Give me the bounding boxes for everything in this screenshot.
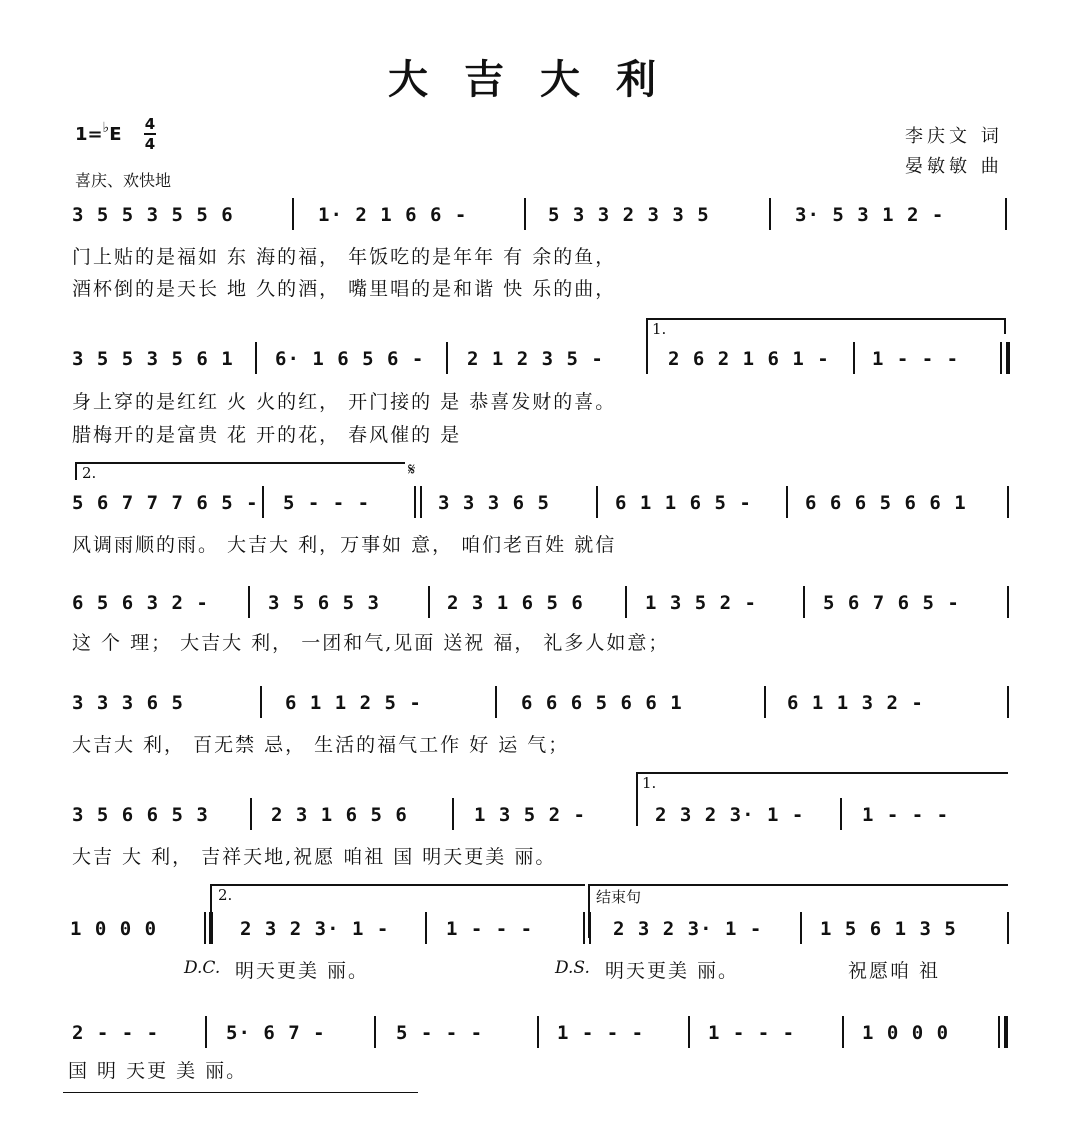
row2-measure2: 6· 1 6 5 6 -: [275, 348, 425, 370]
tempo-marking: 喜庆、欢快地: [75, 171, 172, 190]
row8-measure3: 5 - - -: [396, 1022, 484, 1044]
row2-measure4: 2 6 2 1 6 1 -: [668, 348, 830, 370]
row3-measure2: 5 - - -: [283, 492, 371, 514]
time-top: 4: [144, 115, 156, 133]
row3-volta: 2.: [82, 464, 97, 482]
row2-lyric-verse2: 腊梅开的是富贵 花 开的花， 春风催的 是: [72, 424, 462, 446]
row3-lyric: 风调雨顺的雨。 大吉大 利，万事如 意， 咱们老百姓 就信: [72, 534, 617, 556]
row4-measure5: 5 6 7 6 5 -: [823, 592, 960, 614]
row3-measure5: 6 6 6 5 6 6 1: [805, 492, 967, 514]
row4-measure3: 2 3 1 6 5 6: [447, 592, 584, 614]
segno-icon: 𝄋: [408, 460, 416, 480]
key-label: 1=: [75, 124, 103, 145]
row7-lyric-c: 祝愿咱 祖: [848, 960, 941, 982]
row7-measure1: 1 0 0 0: [70, 918, 158, 940]
ds-marking: D.S.: [555, 958, 590, 978]
row1-measure2: 1· 2 1 6 6 -: [318, 204, 468, 226]
time-signature: [144, 116, 156, 152]
row7-measure4: 2 3 2 3· 1 -: [613, 918, 763, 940]
row6-lyric: 大吉 大 利， 吉祥天地,祝愿 咱祖 国 明天更美 丽。: [72, 846, 557, 868]
row1-lyric-verse2: 酒杯倒的是天长 地 久的酒， 嘴里唱的是和谐 快 乐的曲，: [72, 278, 617, 300]
row5-measure1: 3 3 3 6 5: [72, 692, 184, 714]
row6-volta: 1.: [642, 774, 657, 792]
dc-marking: D.C.: [184, 958, 221, 978]
row2-volta: 1.: [652, 320, 667, 338]
row5-measure3: 6 6 6 5 6 6 1: [521, 692, 683, 714]
row2-lyric-verse1: 身上穿的是红红 火 火的红， 开门接的 是 恭喜发财的喜。: [72, 391, 617, 413]
row3-measure4: 6 1 1 6 5 -: [615, 492, 752, 514]
composer-credit: 晏敏敏 曲: [905, 156, 1003, 177]
row1-measure4: 3· 5 3 1 2 -: [795, 204, 945, 226]
row8-measure5: 1 - - -: [708, 1022, 796, 1044]
row8-measure1: 2 - - -: [72, 1022, 160, 1044]
flat-sign: ♭: [102, 120, 110, 136]
row8-lyric: 国 明 天更 美 丽。: [68, 1060, 248, 1082]
row5-measure4: 6 1 1 3 2 -: [787, 692, 924, 714]
row8-measure6: 1 0 0 0: [862, 1022, 950, 1044]
row3-measure1: 5 6 7 7 7 6 5 -: [72, 492, 259, 514]
coda-label: 结束句: [596, 888, 642, 906]
page-title: 大吉大利: [388, 56, 692, 103]
row7-volta: 2.: [218, 886, 233, 904]
row5-lyric: 大吉大 利， 百无禁 忌， 生活的福气工作 好 运 气；: [72, 734, 570, 756]
row6-measure3: 1 3 5 2 -: [474, 804, 586, 826]
row1-lyric-verse1: 门上贴的是福如 东 海的福， 年饭吃的是年年 有 余的鱼，: [72, 246, 617, 268]
row7-measure2: 2 3 2 3· 1 -: [240, 918, 390, 940]
lyricist-credit: 李庆文 词: [905, 126, 1003, 147]
row6-measure1: 3 5 6 6 5 3: [72, 804, 209, 826]
row1-measure1: 3 5 5 3 5 5 6: [72, 204, 234, 226]
row6-measure4: 2 3 2 3· 1 -: [655, 804, 805, 826]
row4-measure4: 1 3 5 2 -: [645, 592, 757, 614]
row7-measure5: 1 5 6 1 3 5: [820, 918, 957, 940]
row6-measure2: 2 3 1 6 5 6: [271, 804, 408, 826]
row8-measure4: 1 - - -: [557, 1022, 645, 1044]
key-note: E: [109, 124, 122, 145]
row3-measure3: 3 3 3 6 5: [438, 492, 550, 514]
row4-lyric: 这 个 理； 大吉大 利， 一团和气,见面 送祝 福， 礼多人如意；: [72, 632, 670, 654]
time-bottom: 4: [144, 135, 156, 153]
row7-lyric-a: 明天更美 丽。: [235, 960, 370, 982]
row2-measure5: 1 - - -: [872, 348, 960, 370]
row1-measure3: 5 3 3 2 3 3 5: [548, 204, 710, 226]
row5-measure2: 6 1 1 2 5 -: [285, 692, 422, 714]
row2-measure3: 2 1 2 3 5 -: [467, 348, 604, 370]
row7-lyric-b: 明天更美 丽。: [605, 960, 740, 982]
row6-measure5: 1 - - -: [862, 804, 950, 826]
row7-measure3: 1 - - -: [446, 918, 534, 940]
row4-measure2: 3 5 6 5 3: [268, 592, 380, 614]
row4-measure1: 6 5 6 3 2 -: [72, 592, 209, 614]
row8-measure2: 5· 6 7 -: [226, 1022, 326, 1044]
row2-measure1: 3 5 5 3 5 6 1: [72, 348, 234, 370]
key-signature: [75, 120, 122, 145]
